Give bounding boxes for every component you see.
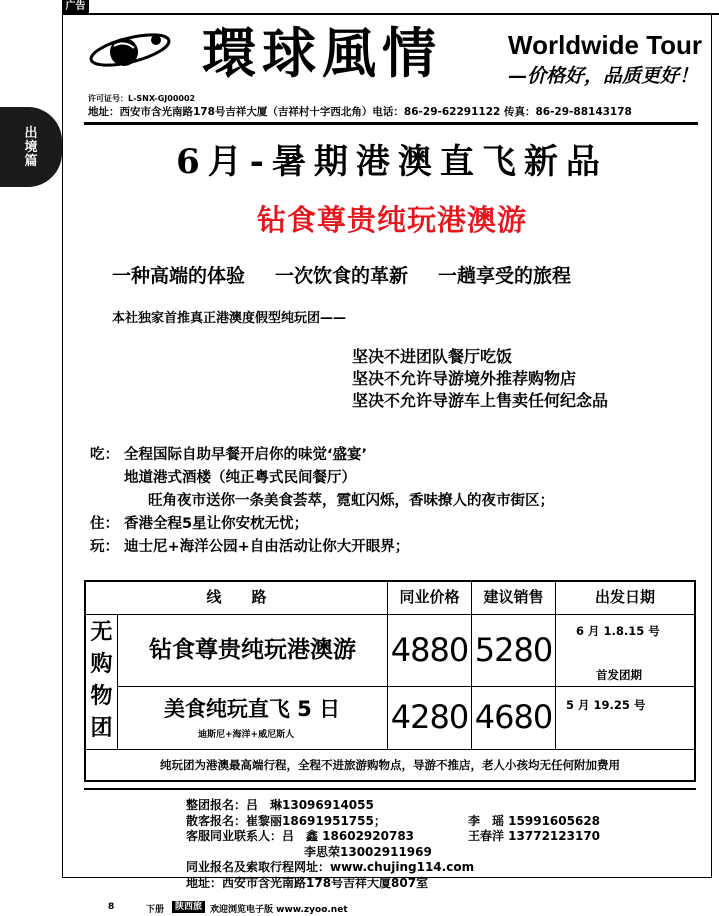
website-link[interactable]: 同业报名及索取行程网址：www.chujing114.com [186, 860, 475, 875]
globe-logo-icon [84, 20, 176, 78]
feature-stay [90, 513, 554, 536]
departure-cell [556, 687, 694, 750]
subheadline: 钻食尊贵纯玩港澳游 [256, 203, 527, 237]
feature-eat [90, 444, 554, 467]
feature-text: 全程国际自助早餐开启你的味觉‘盛宴’ [124, 447, 368, 463]
page-footer [0, 900, 719, 916]
header-address: 地址：西安市含光南路178号吉祥大厦（吉祥村十字西北角）电话：86-29-62291122 传真：86-29-88143178 [88, 106, 632, 118]
header-departure: 出发日期 [556, 582, 694, 615]
individual-contact-2: 李 瑶 15991605628 [468, 813, 601, 828]
feature-key: 住： [90, 516, 119, 532]
promise-item: 坚决不进团队餐厅吃饭 [352, 347, 513, 366]
contact-row [186, 798, 474, 814]
peer-price: 4880 [388, 615, 472, 687]
contacts-rule [84, 788, 696, 790]
side-label-char: 购 [90, 652, 113, 677]
contact-row [186, 876, 474, 892]
contacts-block [186, 798, 601, 892]
side-tab-char: 出 [24, 126, 38, 141]
promises-list [352, 346, 608, 412]
publisher-link[interactable]: 欢迎浏览电子版 www.zyoo.net [210, 905, 348, 915]
promise-item: 坚决不允许导游境外推荐购物店 [352, 369, 577, 388]
route-name: 钻食尊贵纯玩港澳游 [118, 615, 388, 687]
header-peer-price: 同业价格 [388, 582, 472, 615]
section-side-tab [0, 107, 62, 187]
contact-row [186, 845, 474, 861]
contact-row [186, 860, 474, 876]
feature-key: 玩： [90, 539, 119, 555]
license-number: 许可证号：L-SNX-GJ00002 [88, 94, 196, 103]
no-shopping-label [86, 615, 118, 750]
side-label-char: 物 [90, 684, 113, 709]
departure-dates: 6 月 1.8.15 号 [576, 624, 660, 638]
peer-price: 4280 [388, 687, 472, 750]
promise-item: 坚决不允许导游车上售卖任何纪念品 [352, 391, 609, 410]
route-subtitle: 迪斯尼+海洋+威尼斯人 [198, 730, 295, 740]
table-footnote: 纯玩团为港澳最高端行程，全程不进旅游购物点，导游不推店，老人小孩均无任何附加费用 [160, 758, 620, 772]
feature-eat-3 [90, 490, 554, 513]
individual-contact: 散客报名：崔黎丽18691951755； [186, 813, 386, 828]
office-address: 地址：西安市含光南路178号吉祥大厦807室 [186, 875, 429, 890]
page-number: 8 [108, 902, 115, 912]
feature-play [90, 536, 554, 559]
route-cell [118, 687, 388, 750]
headline: 6月-暑期港澳直飞新品 [176, 142, 608, 182]
slogan: 一次饮食的革新 [275, 265, 409, 287]
feature-text: 迪士尼+海洋公园+自由活动让你大开眼界； [124, 539, 410, 555]
slogan: 一趟享受的旅程 [438, 265, 572, 287]
intro-text: 本社独家首推真正港澳度假型纯玩团—— [112, 311, 347, 326]
feature-text: 旺角夜市送你一条美食荟萃，霓虹闪烁，香味撩人的夜市街区； [148, 493, 554, 509]
departure-dates: 5 月 19.25 号 [566, 698, 646, 712]
feature-key: 吃： [90, 447, 119, 463]
brand-english: Worldwide Tour [508, 30, 703, 60]
suggested-price: 4680 [472, 687, 556, 750]
peer-contact-2: 王春洋 13772123170 [468, 829, 601, 844]
publisher-logo: 陕西旅 [172, 901, 205, 913]
feature-eat-2 [90, 467, 554, 490]
contact-row [186, 829, 601, 845]
slogan-row [112, 262, 692, 290]
route-name: 美食纯玩直飞 5 日 [163, 697, 341, 721]
suggested-price: 5280 [472, 615, 556, 687]
feature-text: 香港全程5星让你安枕无忧； [124, 516, 309, 532]
contact-row [186, 813, 601, 830]
ad-label: 广告 [62, 0, 89, 13]
header-suggested-price: 建议销售 [472, 582, 556, 615]
slogan: 一种高端的体验 [112, 265, 246, 287]
brand-title: 環球風情 [202, 22, 442, 85]
peer-contact-3: 李思荣13002911969 [304, 844, 432, 859]
side-tab-char: 篇 [24, 154, 38, 169]
departure-note: 首发团期 [596, 668, 642, 682]
brand-slogan: —价格好，品质更好！ [508, 65, 699, 87]
side-label-char: 无 [90, 620, 113, 645]
departure-cell [556, 615, 694, 687]
side-label-char: 团 [90, 716, 113, 741]
header-rule [84, 122, 698, 125]
side-tab-char: 境 [24, 140, 38, 155]
feature-text: 地道港式酒楼（纯正粤式民间餐厅） [124, 470, 356, 486]
peer-contact: 客服同业联系人：吕 鑫 18602920783 [186, 829, 415, 844]
group-contact: 整团报名：吕 琳13096914055 [186, 798, 374, 812]
price-table [84, 580, 696, 782]
section-label: 下册 [146, 905, 165, 915]
header-route: 线 路 [86, 582, 388, 615]
features-list [90, 444, 554, 559]
